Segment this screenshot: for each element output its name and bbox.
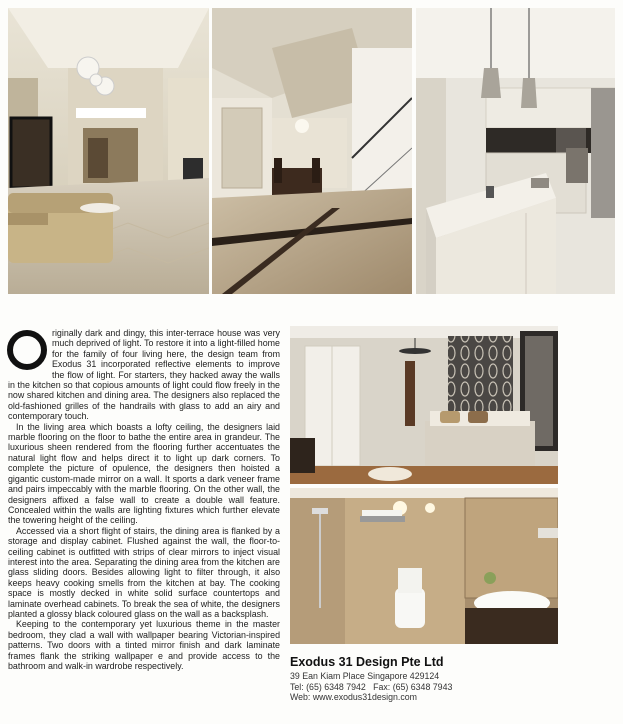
company-address: 39 Ean Kiam Place Singapore 429124 — [290, 671, 440, 681]
company-contact — [290, 655, 590, 703]
article-paragraph: In the living area which boasts a lofty ceiling, the designers laid marble flooring on the floor to bathe the entire area in grandeur. The luxurious sheen rendered from the flooring further accentuates the natural light flow and helps direct it to light up dark corners. To complete the picture of opulence, the designers then hoisted a gigantic custom-made mirror on a wall. It sports a dark veneer frame and pairs impeccably with the marble flooring. On the other wall, the designers affixed a false wall to create a double wall feature. Concealed within the walls are lighting fixtures which further elevate the towering height of the ceiling. — [8, 421, 280, 526]
living-room-photo — [8, 8, 209, 294]
drop-cap-letter — [7, 330, 47, 370]
company-name: Exodus 31 Design Pte Ltd — [290, 655, 444, 669]
article-paragraph: riginally dark and dingy, this inter-terrace house was very much deprived of light. To restore it into a light-filled home for the family of four living here, the design team from Exodus 31 incorporated reflective elements to improve the flow of light. For starters, they hacked away the walls in the kitchen so that copious amounts of light could flow freely in the now shared kitchen and dining area. The designers also replaced the old-fashioned grilles of the handrails with glass to add an airy and contemporary touch. — [8, 328, 280, 422]
article-paragraph: Keeping to the contemporary yet luxurious theme in the master bedroom, they clad a wall with wallpaper bearing Victorian-inspired patterns. Two doors with a tinted mirror finish and dark laminate frames flank the striking wallpaper e and provide access to the bathroom and walk-in wardrobe respectively. — [8, 619, 280, 671]
dining-area-photo — [212, 8, 412, 294]
article-body — [8, 328, 280, 671]
kitchen-photo — [416, 8, 615, 294]
master-bedroom-photo — [290, 326, 558, 484]
bathroom-photo — [290, 488, 558, 644]
article-paragraph: Accessed via a short flight of stairs, the dining area is flanked by a storage and display cabinet. Flushed against the wall, the floor-to-ceiling cabinet is outfitted with strips of clear mirrors to inject visual interest into the area. Separating the dining area from the kitchen are glass sliding doors. Besides allowing light to filter through, it also keeps heavy cooking smells from the kitchen at bay. The cooking space is mostly decked in white solid surface countertops and laminate overhead cabinets. To break the sea of white, the designers planted a glossy black coloured glass on the wall as a backsplash. — [8, 525, 280, 619]
company-website: Web: www.exodus31design.com — [290, 692, 417, 703]
company-phone: Tel: (65) 6348 7942 Fax: (65) 6348 7943 — [290, 681, 453, 692]
